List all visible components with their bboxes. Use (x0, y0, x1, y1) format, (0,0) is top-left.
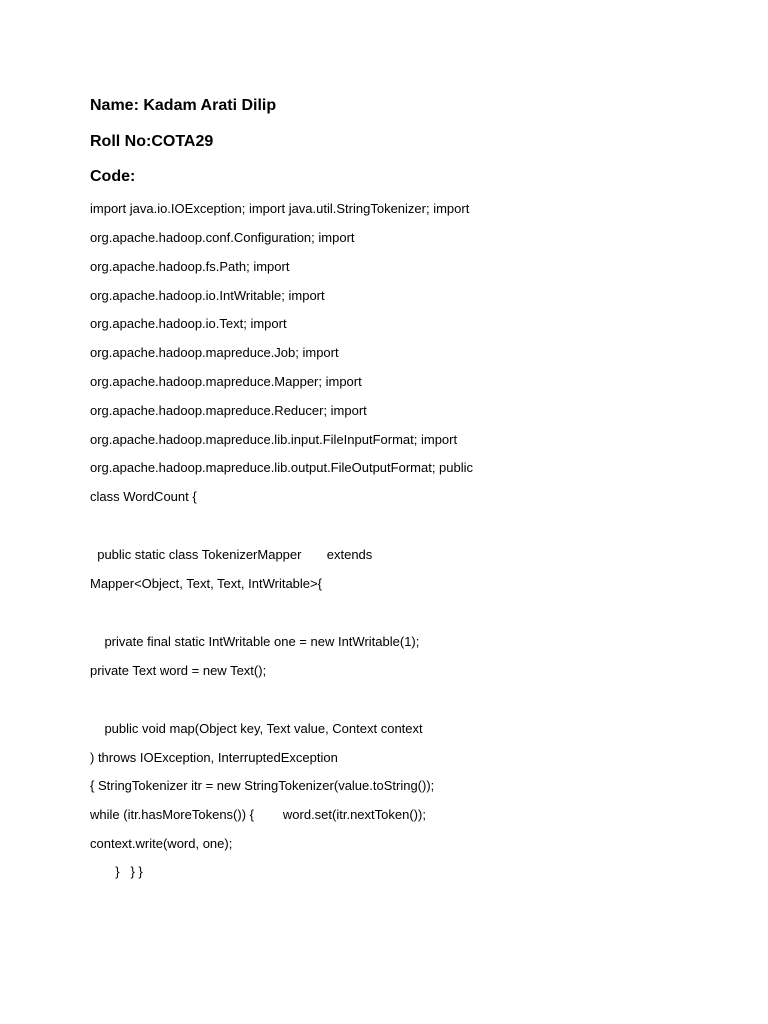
code-line: org.apache.hadoop.fs.Path; import (90, 259, 290, 274)
code-line: class WordCount { (90, 489, 197, 504)
code-line: org.apache.hadoop.mapreduce.Job; import (90, 345, 339, 360)
code-line: org.apache.hadoop.mapreduce.lib.input.FileInputFormat; import (90, 432, 458, 447)
code-line: org.apache.hadoop.mapreduce.Reducer; import (90, 403, 367, 418)
code-line: private final static IntWritable one = new IntWritable(1); (90, 634, 420, 649)
code-line: org.apache.hadoop.conf.Configuration; import (90, 230, 355, 245)
code-line: org.apache.hadoop.io.IntWritable; import (90, 288, 325, 303)
code-label: Code: (90, 168, 136, 185)
code-line: context.write(word, one); (90, 836, 233, 851)
code-line: while (itr.hasMoreTokens()) { word.set(itr.nextToken()); (90, 807, 426, 822)
code-line: org.apache.hadoop.mapreduce.Mapper; import (90, 374, 362, 389)
student-name: Name: Kadam Arati Dilip (90, 97, 277, 114)
code-line: public void map(Object key, Text value, Context context (90, 721, 423, 736)
code-line: Mapper<Object, Text, Text, IntWritable>{ (90, 576, 322, 591)
code-line: import java.io.IOException; import java.util.StringTokenizer; import (90, 201, 470, 216)
code-line: { StringTokenizer itr = new StringTokenizer(value.toString()); (90, 778, 435, 793)
code-line: org.apache.hadoop.io.Text; import (90, 316, 287, 331)
code-line: private Text word = new Text(); (90, 663, 267, 678)
code-line: ) throws IOException, InterruptedException (90, 750, 338, 765)
code-line: } } } (90, 864, 143, 879)
roll-number: Roll No:COTA29 (90, 133, 214, 150)
code-line: public static class TokenizerMapper extends (90, 547, 373, 562)
code-line: org.apache.hadoop.mapreduce.lib.output.FileOutputFormat; public (90, 460, 474, 475)
